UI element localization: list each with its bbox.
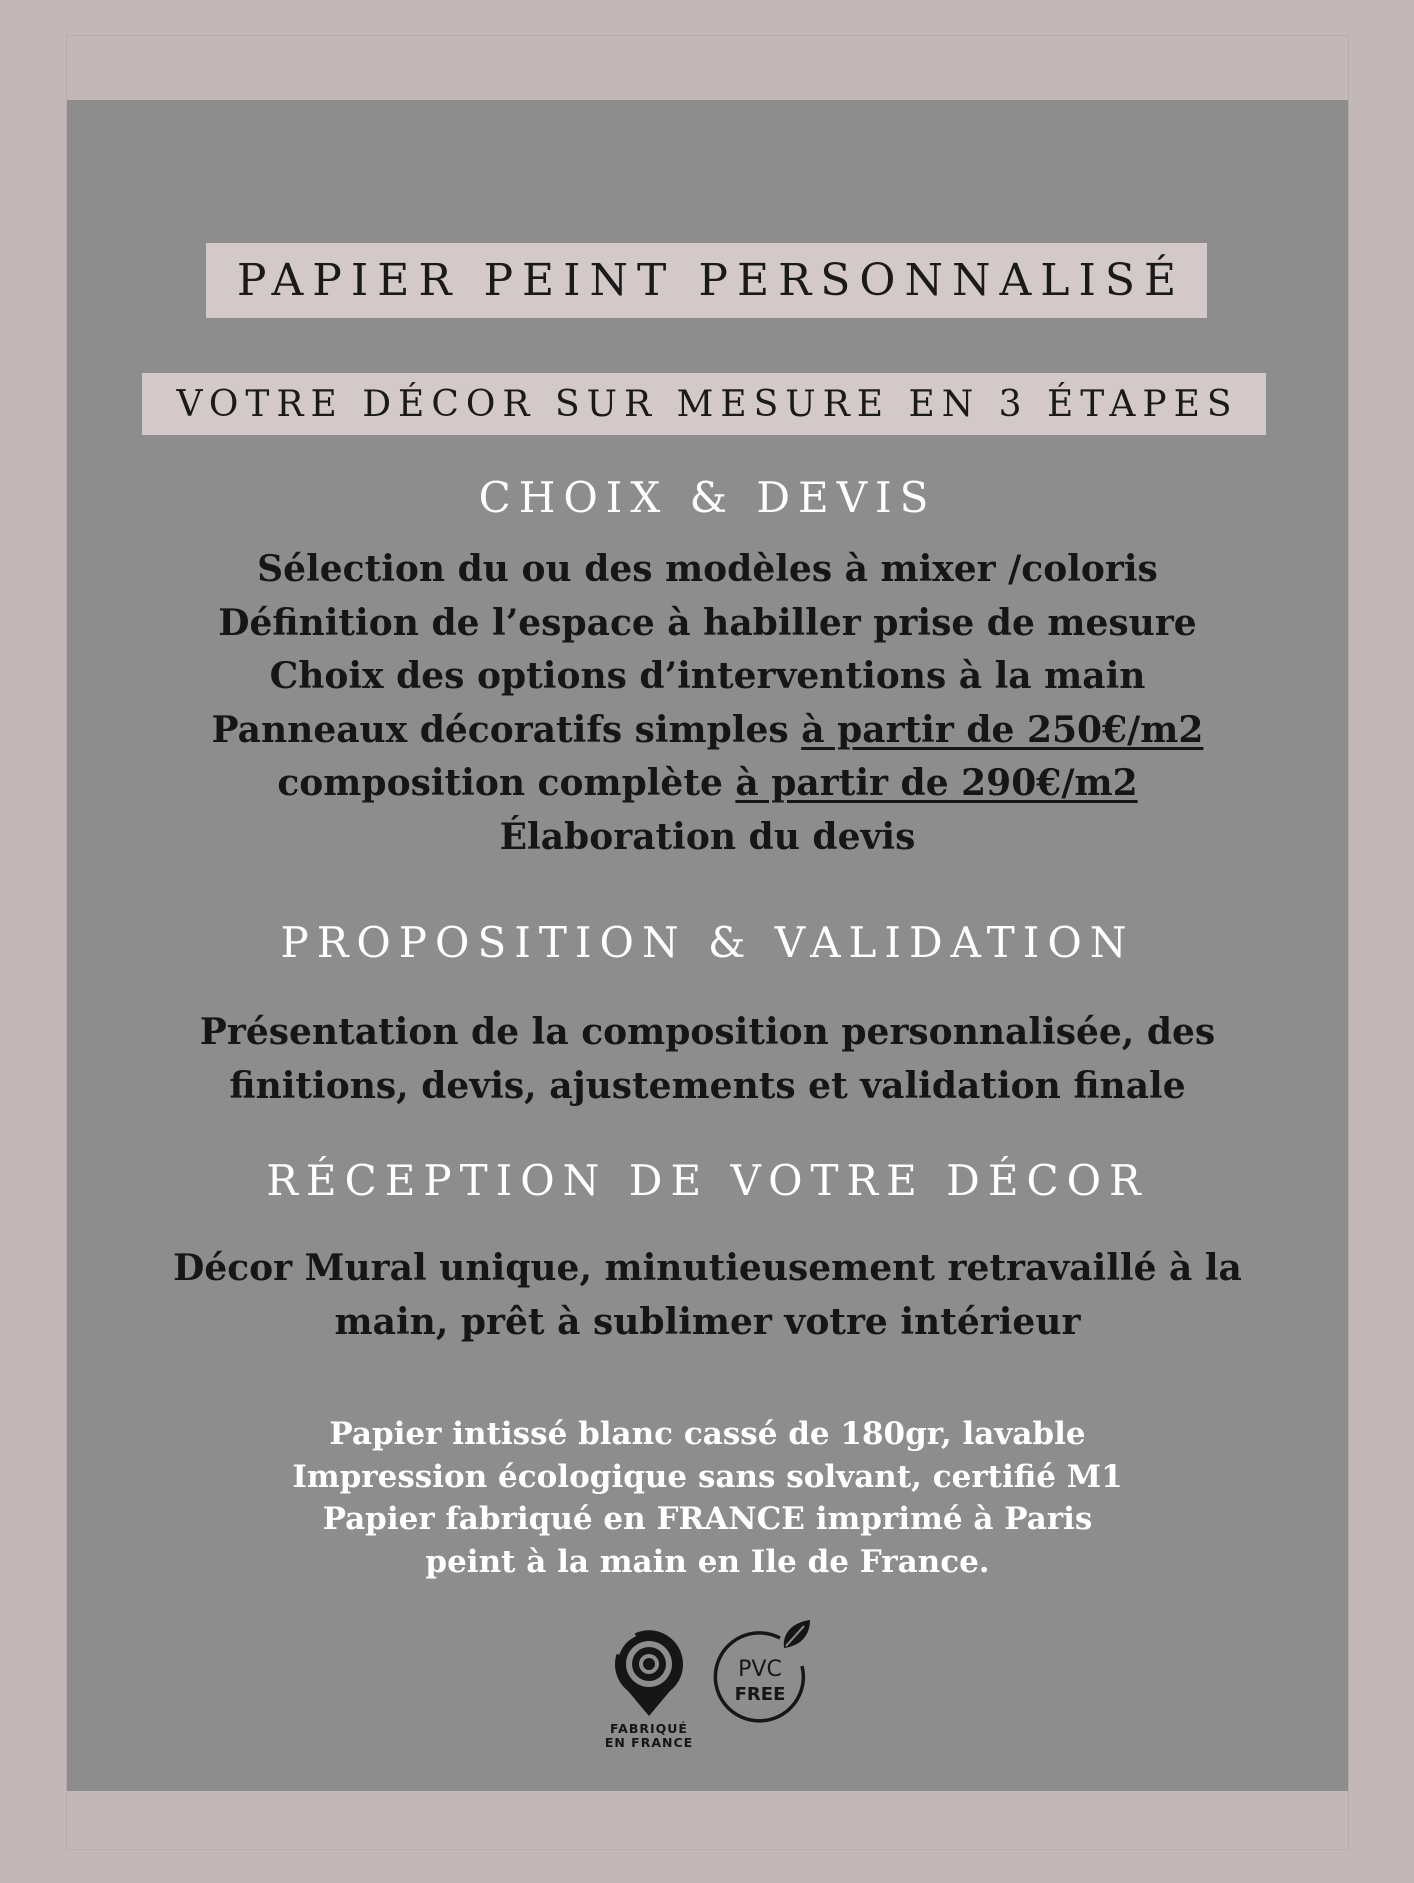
step-line-price-complete [67,757,1348,811]
step-body-proposition-validation [67,1006,1348,1113]
pvc-free-logo [710,1618,818,1730]
price-label: Panneaux décoratifs simples [211,708,802,751]
free-label: FREE [734,1684,786,1705]
step-line: Décor Mural unique, minutieusement retravaillé à la [173,1247,1242,1289]
fabrique-caption-line: FABRIQUÉ [610,1721,688,1736]
page-title-text: PAPIER PEINT PERSONNALISÉ [236,255,1186,306]
step-line: Sélection du ou des modèles à mixer /coloris [257,548,1158,590]
info-line: Impression écologique sans solvant, certifié M1 [292,1458,1123,1495]
price-value-complete: à partir de 290€/m2 [735,762,1138,804]
info-line: peint à la main en Ile de France. [425,1543,990,1580]
step-body-reception-decor [67,1242,1348,1349]
page-subtitle-text: VOTRE DÉCOR SUR MESURE EN 3 ÉTAPES [176,383,1239,425]
step-line: finitions, devis, ajustements et validation finale [229,1064,1186,1107]
fabrique-caption-line: EN FRANCE [604,1735,694,1750]
step-line-price-simple [67,704,1348,758]
page-subtitle [142,373,1266,435]
info-line: Papier intissé blanc cassé de 180gr, lavable [329,1416,1086,1452]
fabrique-en-france-logo [599,1624,699,1754]
pvc-label: PVC [738,1657,782,1682]
step-title-choix-devis: CHOIX & DEVIS [478,473,937,522]
step-title-reception-decor: RÉCEPTION DE VOTRE DÉCOR [266,1156,1149,1205]
step-title-proposition-validation: PROPOSITION & VALIDATION [280,918,1135,967]
location-pin-icon [599,1624,699,1720]
product-info [67,1413,1348,1583]
price-value-simple: à partir de 250€/m2 [801,708,1204,751]
step-line: main, prêt à sublimer votre intérieur [334,1300,1081,1343]
price-label: composition complète [277,762,736,804]
content-panel [67,100,1348,1791]
step-line: Élaboration du devis [499,815,916,858]
step-line: Choix des options d’interventions à la main [269,655,1146,697]
step-body-choix-devis [67,543,1348,864]
fabrique-en-france-caption [589,1722,709,1750]
step-line: Présentation de la composition personnalisée, des [199,1011,1216,1053]
page-title [206,243,1207,318]
step-line: Définition de l’espace à habiller prise de mesure [218,601,1197,644]
info-line: Papier fabriqué en FRANCE imprimé à Paris [322,1501,1093,1537]
